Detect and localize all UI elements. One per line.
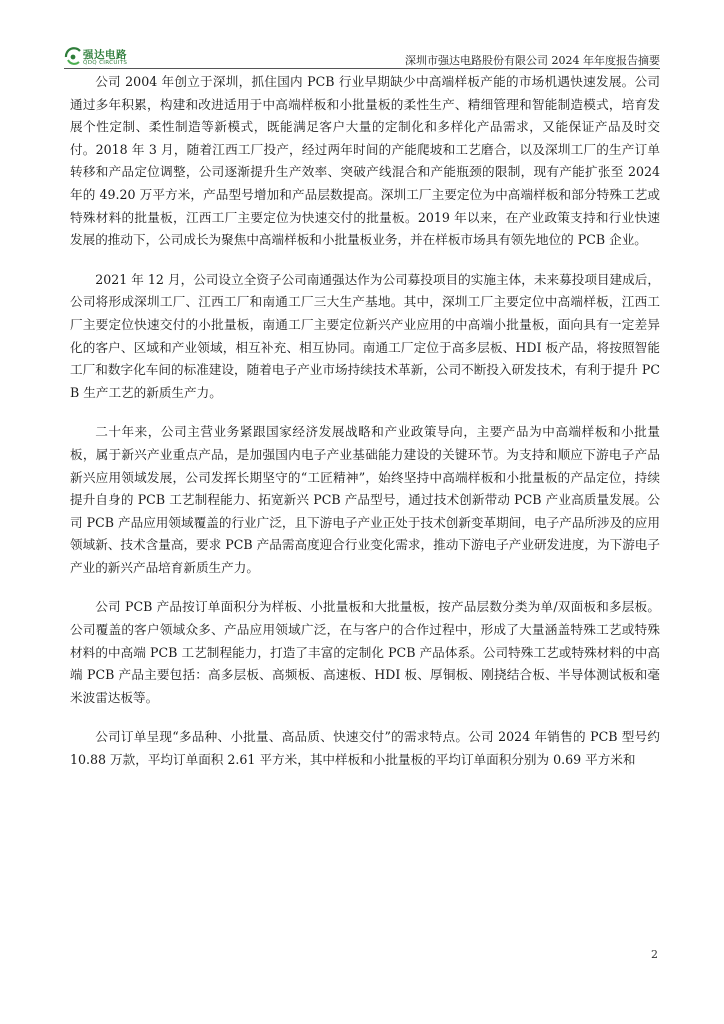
page-number: 2 <box>651 948 658 961</box>
logo-text-cn: 强达电路 <box>83 49 127 61</box>
report-body <box>70 71 660 789</box>
paragraph-strategy: 二十年来，公司主营业务紧跟国家经济发展战略和产业政策导向，主要产品为中高端样板和小批量板，属于新兴产业重点产品，是加强国内电子产业基础能力建设的关键环节。为支持和顺应下游电子产品新兴应用领域发展，公司发挥长期坚守的“工匠精神”，始终坚持中高端样板和小批量板的产品定位，持续提升自身的 PCB 工艺制程能力、拓宽新兴 PCB 产品型号，通过技术创新带动 PCB 产业高质量发展。公司 PCB 产品应用领域覆盖的行业广泛，且下游电子产业正处于技术创新变革期间，电子产品所涉及的应用领域新、技术含量高，要求 PCB 产品需高度迎合行业变化需求，推动下游电子产业研发进度，为下游电子产业的新兴产品培育新质生产力。 <box>70 424 660 575</box>
header-divider <box>64 68 660 69</box>
logo-text-en: QDQ CIRCUITS <box>83 60 128 66</box>
paragraph-products: 公司 PCB 产品按订单面积分为样板、小批量板和大批量板，按产品层数分类为单/双面板和多层板。公司覆盖的客户领域众多、产品应用领域广泛，在与客户的合作过程中，形成了大量涵盖特殊工艺或特殊材料的中高端 PCB 工艺制程能力，打造了丰富的定制化 PCB 产品体系。公司特殊工艺或特殊材料的中高端 PCB 产品主要包括：高多层板、高频板、高速板、HDI 板、厚铜板、刚挠结合板、半导体测试板和毫米波雷达板等。 <box>70 599 660 705</box>
page-header <box>64 46 660 68</box>
paragraph-history: 公司 2004 年创立于深圳，抓住国内 PCB 行业早期缺少中高端样板产能的市场机遇快速发展。公司通过多年积累，构建和改进适用于中高端样板和小批量板的柔性生产、精细管理和智能制造模式，培育发展个性定制、柔性制造等新模式，既能满足客户大量的定制化和多样化产品需求，又能保证产品及时交付。2018 年 3 月，随着江西工厂投产，经过两年时间的产能爬坡和工艺磨合，以及深圳工厂的生产订单转移和产品定位调整，公司逐渐提升生产效率、突破产线混合和产能瓶颈的限制，现有产能扩张至 2024 年的 49.20 万平方米，产品型号增加和产品层数提高。深圳工厂主要定位为中高端样板和部分特殊工艺或特殊材料的批量板，江西工厂主要定位为快速交付的批量板。2019 年以来，在产业政策支持和行业快速发展的推动下，公司成长为聚焦中高端样板和小批量板业务，并在样板市场具有领先地位的 PCB 企业。 <box>70 74 660 248</box>
company-logo <box>64 46 174 68</box>
report-title: 深圳市强达电路股份有限公司 2024 年年度报告摘要 <box>405 54 660 67</box>
paragraph-orders: 公司订单呈现“多品种、小批量、高品质、快速交付”的需求特点。公司 2024 年销售的 PCB 型号约 10.88 万款，平均订单面积 2.61 平方米，其中样板和小批量板的平均订单面积分别为 0.69 平方米和 <box>70 729 660 768</box>
paragraph-nantong: 2021 年 12 月，公司设立全资子公司南通强达作为公司募投项目的实施主体，未来募投项目建成后，公司将形成深圳工厂、江西工厂和南通工厂三大生产基地。其中，深圳工厂主要定位中高端样板，江西工厂主要定位快速交付的小批量板，南通工厂主要定位新兴产业应用的中高端小批量板，面向具有一定差异化的客户、区域和产业领域，相互补充、相互协同。南通工厂定位于高多层板、HDI 板产品，将按照智能工厂和数字化车间的标准建设，随着电子产业市场持续技术革新，公司不断投入研发技术，有利于提升 PCB 生产工艺的新质生产力。 <box>70 271 660 400</box>
